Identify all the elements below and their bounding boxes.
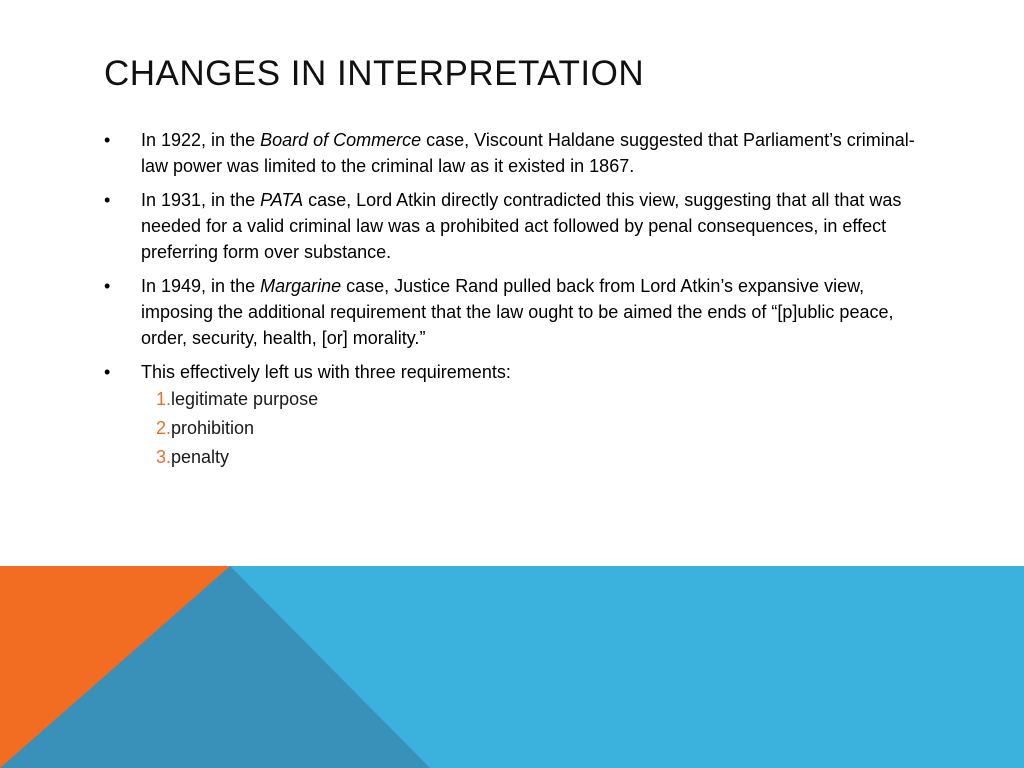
bullet-item — [104, 127, 924, 179]
bullet-text-pre: In 1949, in the — [141, 276, 261, 296]
bullet-text-post: case, Justice Rand pulled back from Lord Atkin’s expansive view, imposing the additional requirement that the law ought to be aimed the ends of “[p]ublic peace, order, security, health, [or] morality.” — [141, 276, 894, 348]
bullet-text-pre: In 1931, in the — [141, 190, 261, 210]
case-name: Margarine — [260, 276, 342, 296]
requirement-number: 3. — [156, 447, 172, 467]
bullet-text-post: case, Viscount Haldane suggested that Parliament’s criminal-law power was limited to the criminal law as it existed in 1867. — [141, 130, 915, 176]
case-name: Board of Commerce — [260, 130, 422, 150]
requirements-list — [104, 385, 924, 472]
bullet-item — [104, 359, 924, 385]
slide-title: CHANGES IN INTERPRETATION — [104, 54, 645, 93]
bullet-text-pre: In 1922, in the — [141, 130, 261, 150]
bullet-text — [141, 130, 915, 176]
bullet-marker: • — [104, 130, 111, 150]
bullet-item — [104, 273, 924, 351]
bullet-text-post: case, Lord Atkin directly contradicted this view, suggesting that all that was needed for a valid criminal law was a prohibited act followed by penal consequences, in effect preferring form over substance. — [141, 190, 902, 262]
bullet-marker: • — [104, 276, 111, 296]
requirement-text: penalty — [171, 447, 230, 467]
slide-content — [104, 127, 924, 472]
bullet-text — [141, 276, 893, 348]
requirement-item — [156, 414, 924, 443]
case-name: PATA — [260, 190, 304, 210]
requirement-number: 1. — [156, 389, 172, 409]
bullet-item — [104, 187, 924, 265]
requirement-number: 2. — [156, 418, 172, 438]
bullet-text — [141, 190, 901, 262]
requirement-text: legitimate purpose — [171, 389, 319, 409]
requirement-item — [156, 385, 924, 414]
requirement-item — [156, 443, 924, 472]
bullet-text: This effectively left us with three requirements: — [141, 362, 511, 382]
bullet-marker: • — [104, 190, 111, 210]
decorative-footer-shapes — [0, 566, 1024, 768]
bullet-marker: • — [104, 362, 111, 382]
requirement-text: prohibition — [171, 418, 255, 438]
